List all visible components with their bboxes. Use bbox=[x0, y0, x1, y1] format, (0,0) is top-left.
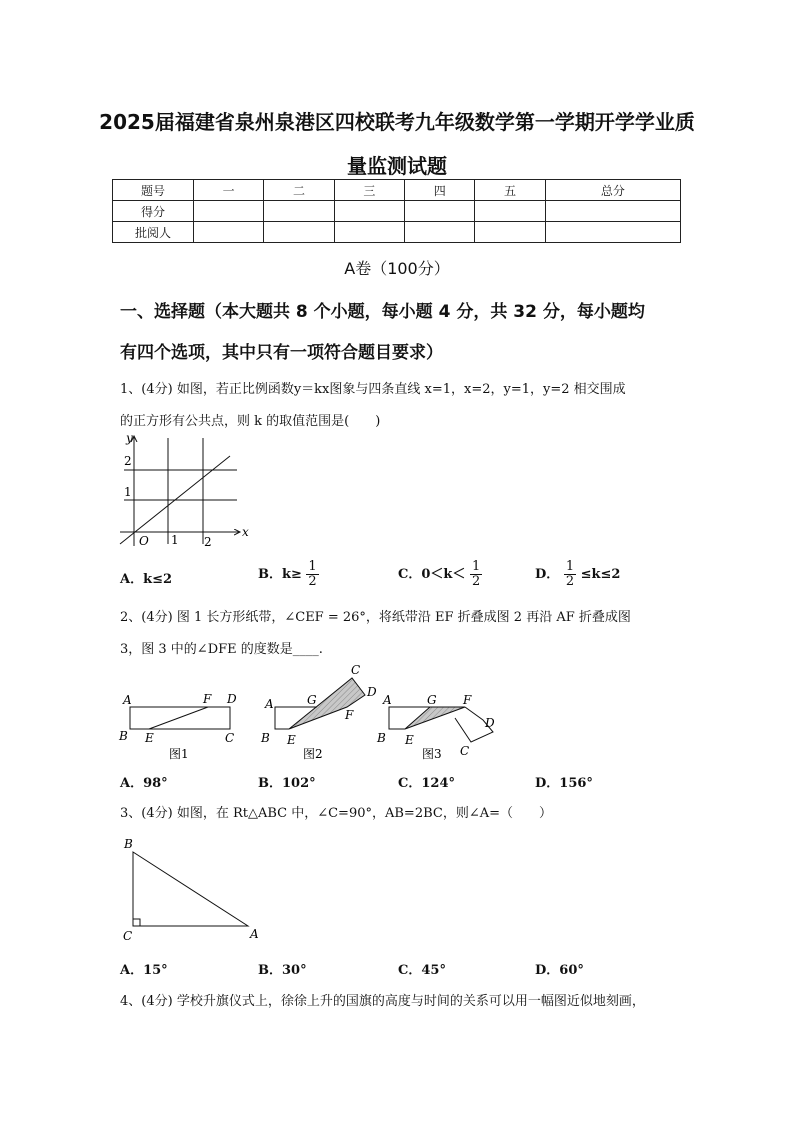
fig2-label-e: E bbox=[287, 733, 296, 747]
figure-2 bbox=[260, 663, 377, 761]
origin-label: O bbox=[139, 534, 149, 548]
table-row bbox=[113, 201, 681, 222]
section-heading-line2: 有四个选项，其中只有一项符合题目要求） bbox=[120, 343, 443, 363]
fig1-label-c: C bbox=[225, 731, 235, 745]
page-title-line2: 量监测试题 bbox=[347, 154, 447, 178]
figure-1 bbox=[118, 692, 237, 761]
q2-option-c-text: C．124° bbox=[398, 776, 455, 791]
y-tick-1: 1 bbox=[124, 485, 132, 499]
q1-option-d-suffix: ≤k≤2 bbox=[580, 567, 621, 582]
question-4-line1: 4、(4分) 学校升旗仪式上，徐徐上升的国旗的高度与时间的关系可以用一幅图近似地刻画， bbox=[120, 994, 645, 1009]
question-1-line2: 的正方形有公共点，则 k 的取值范围是( ) bbox=[120, 414, 381, 429]
q3-option-c-text: C．45° bbox=[398, 963, 446, 978]
section-heading-line1: 一、选择题（本大题共 8 个小题，每小题 4 分，共 32 分，每小题均 bbox=[120, 302, 645, 322]
fig2-label-g: G bbox=[307, 693, 317, 707]
q1-option-b[interactable] bbox=[258, 560, 319, 589]
fig3-label-a: A bbox=[383, 693, 392, 707]
label-b: B bbox=[124, 837, 133, 851]
table-cell: 二 bbox=[264, 180, 334, 201]
question-3-line1: 3、(4分) 如图，在 Rt△ABC 中，∠C=90°，AB=2BC，则∠A=（ ） bbox=[120, 806, 553, 821]
x-tick-1: 1 bbox=[171, 533, 179, 547]
triangle-abc bbox=[133, 852, 248, 926]
q2-option-c[interactable] bbox=[398, 772, 455, 791]
q1-option-c-text: C．0＜k＜ bbox=[398, 567, 466, 582]
question-1-figure bbox=[112, 430, 262, 552]
figure-3 bbox=[376, 693, 495, 761]
table-cell[interactable] bbox=[545, 201, 680, 222]
q2-option-a-text: A．98° bbox=[120, 776, 168, 791]
table-row bbox=[113, 222, 681, 243]
q2-option-a[interactable] bbox=[120, 772, 168, 791]
q2-option-b[interactable] bbox=[258, 772, 316, 791]
y-axis-label: y bbox=[126, 431, 133, 445]
q3-option-b-text: B．30° bbox=[258, 963, 307, 978]
fraction-denominator: 2 bbox=[471, 574, 481, 589]
fraction-denominator: 2 bbox=[565, 574, 575, 589]
volume-title: A卷（100分） bbox=[344, 259, 450, 278]
page-title-line1: 2025届福建省泉州泉港区四校联考九年级数学第一学期开学学业质 bbox=[99, 110, 695, 134]
q2-option-d[interactable] bbox=[535, 772, 593, 791]
q1-option-a[interactable] bbox=[120, 568, 172, 587]
table-cell[interactable] bbox=[264, 222, 334, 243]
fig2-label-f: F bbox=[345, 708, 354, 722]
fig3-label-d: D bbox=[485, 716, 495, 730]
fig2-label-d: D bbox=[367, 685, 377, 699]
table-cell[interactable] bbox=[405, 222, 475, 243]
table-cell[interactable] bbox=[334, 222, 404, 243]
fig1-label-e: E bbox=[145, 731, 154, 745]
q2-option-b-text: B．102° bbox=[258, 776, 316, 791]
table-cell: 一 bbox=[194, 180, 264, 201]
q1-option-d[interactable] bbox=[535, 560, 620, 589]
right-angle-mark bbox=[133, 919, 140, 926]
q2-option-d-text: D．156° bbox=[535, 776, 593, 791]
question-1-line1: 1、(4分) 如图，若正比例函数y＝kx图象与四条直线 x=1，x=2，y=1，y=2 相交围成 bbox=[120, 382, 626, 397]
question-3-figure bbox=[118, 834, 278, 944]
q1-option-d-fraction bbox=[564, 560, 576, 589]
q1-option-b-text: B．k≥ bbox=[258, 567, 302, 582]
fraction-numerator: 1 bbox=[308, 559, 317, 574]
fig2-label-b: B bbox=[261, 731, 270, 745]
fig3-label-f: F bbox=[463, 693, 472, 707]
table-cell[interactable] bbox=[194, 201, 264, 222]
x-axis-label: x bbox=[242, 525, 249, 539]
q1-option-c-fraction bbox=[470, 560, 482, 589]
table-cell: 批阅人 bbox=[113, 222, 194, 243]
table-cell[interactable] bbox=[264, 201, 334, 222]
fraction-numerator: 1 bbox=[471, 559, 481, 574]
q3-option-a-text: A．15° bbox=[120, 963, 168, 978]
table-cell: 五 bbox=[475, 180, 545, 201]
score-table bbox=[112, 179, 681, 243]
q1-option-b-fraction bbox=[306, 560, 318, 589]
q1-option-c[interactable] bbox=[398, 560, 482, 589]
fig1-label-f: F bbox=[203, 692, 212, 706]
fig3-label-g: G bbox=[427, 693, 437, 707]
q3-option-d-text: D．60° bbox=[535, 963, 584, 978]
fig1-label-b: B bbox=[119, 729, 128, 743]
fig1-caption: 图1 bbox=[169, 747, 189, 761]
fig1-label-d: D bbox=[227, 692, 237, 706]
table-cell[interactable] bbox=[475, 201, 545, 222]
table-cell[interactable] bbox=[194, 222, 264, 243]
label-a: A bbox=[250, 927, 259, 941]
fig3-label-b: B bbox=[377, 731, 386, 745]
table-cell: 四 bbox=[405, 180, 475, 201]
fig3-label-c: C bbox=[460, 744, 470, 758]
table-cell: 得分 bbox=[113, 201, 194, 222]
q3-option-c[interactable] bbox=[398, 959, 446, 978]
y-tick-2: 2 bbox=[124, 454, 132, 468]
table-row bbox=[113, 180, 681, 201]
table-cell[interactable] bbox=[545, 222, 680, 243]
fig3-caption: 图3 bbox=[422, 747, 442, 761]
q3-option-d[interactable] bbox=[535, 959, 584, 978]
x-tick-2: 2 bbox=[204, 535, 212, 549]
q1-option-a-text: A．k≤2 bbox=[120, 572, 173, 587]
question-2-figures bbox=[115, 662, 515, 762]
question-2-line1: 2、(4分) 图 1 长方形纸带，∠CEF = 26°，将纸带沿 EF 折叠成图 2 再沿 AF 折叠成图 bbox=[120, 610, 631, 625]
table-cell[interactable] bbox=[405, 201, 475, 222]
table-cell: 总分 bbox=[545, 180, 680, 201]
table-cell: 三 bbox=[334, 180, 404, 201]
fig2-label-a: A bbox=[265, 697, 274, 711]
q3-option-a[interactable] bbox=[120, 959, 168, 978]
table-cell[interactable] bbox=[475, 222, 545, 243]
table-cell: 题号 bbox=[113, 180, 194, 201]
fraction-numerator: 1 bbox=[565, 559, 575, 574]
question-2-line2: 3，图 3 中的∠DFE 的度数是____. bbox=[120, 642, 323, 657]
fig2-caption: 图2 bbox=[303, 747, 323, 761]
fig1-label-a: A bbox=[123, 693, 132, 707]
fig2-label-c: C bbox=[351, 663, 361, 677]
table-cell[interactable] bbox=[334, 201, 404, 222]
fig3-label-e: E bbox=[405, 733, 414, 747]
q3-option-b[interactable] bbox=[258, 959, 307, 978]
fraction-denominator: 2 bbox=[308, 574, 317, 589]
label-c: C bbox=[123, 929, 133, 943]
q1-option-d-text: D． bbox=[535, 567, 560, 582]
